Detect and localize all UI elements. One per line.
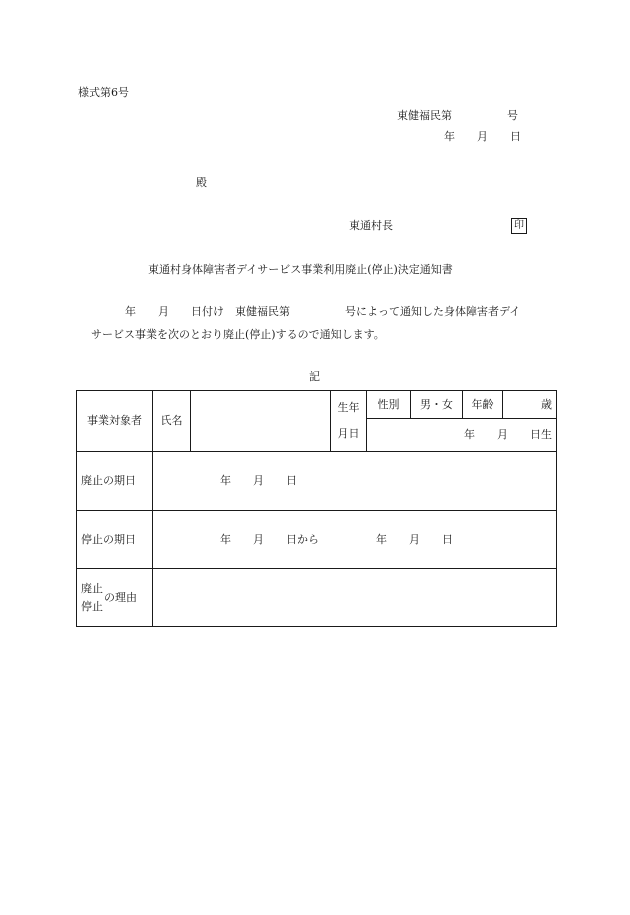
name-field[interactable] — [191, 391, 331, 452]
age-label: 年齢 — [463, 391, 503, 419]
seal-stamp: 印 — [511, 218, 527, 234]
birth-date-field[interactable] — [367, 419, 557, 452]
reason-field[interactable] — [153, 569, 557, 627]
reason-abolish: 廃止 — [81, 581, 103, 595]
sex-value[interactable]: 男・女 — [411, 391, 463, 419]
suspend-date-field[interactable] — [153, 511, 557, 569]
sex-label: 性別 — [367, 391, 411, 419]
suspend-row — [77, 511, 557, 569]
birth-date-value: 年 月 日生 — [464, 428, 552, 441]
form-number: 様式第6号 — [78, 86, 129, 99]
subject-row-top — [77, 391, 557, 419]
reason-label — [77, 569, 153, 627]
ki-heading: 記 — [309, 370, 320, 383]
issuer-title: 東通村長 — [349, 219, 393, 232]
document-title: 東通村身体障害者デイサービス事業利用廃止(停止)決定通知書 — [148, 263, 453, 276]
abolish-date-value: 年 月 日 — [220, 474, 297, 487]
birth-label-line-2: 月日 — [337, 427, 360, 440]
addressee-honorific: 殿 — [196, 176, 207, 189]
reason-row — [77, 569, 557, 627]
reason-suspend: 停止 — [81, 599, 103, 613]
notice-table — [76, 390, 557, 627]
age-field[interactable] — [503, 391, 557, 419]
abolish-date-label: 廃止の期日 — [77, 452, 153, 511]
age-unit: 歳 — [541, 397, 552, 411]
suspend-date-label: 停止の期日 — [77, 511, 153, 569]
suspend-from: 年 月 日から — [220, 532, 319, 546]
body-line-1: 年 月 日付け 東健福民第 号によって通知した身体障害者デイ — [125, 305, 521, 318]
issue-date: 年 月 日 — [444, 130, 521, 143]
abolish-row — [77, 452, 557, 511]
birth-label — [331, 391, 367, 452]
doc-number: 東健福民第 号 — [397, 109, 518, 122]
abolish-date-field[interactable] — [153, 452, 557, 511]
subject-label: 事業対象者 — [77, 391, 153, 452]
reason-suffix: の理由 — [104, 590, 137, 604]
birth-label-line-1: 生年 — [337, 401, 360, 414]
name-label: 氏名 — [153, 391, 191, 452]
suspend-to: 年 月 日 — [376, 532, 453, 546]
body-line-2: サービス事業を次のとおり廃止(停止)するので通知します。 — [91, 328, 385, 341]
